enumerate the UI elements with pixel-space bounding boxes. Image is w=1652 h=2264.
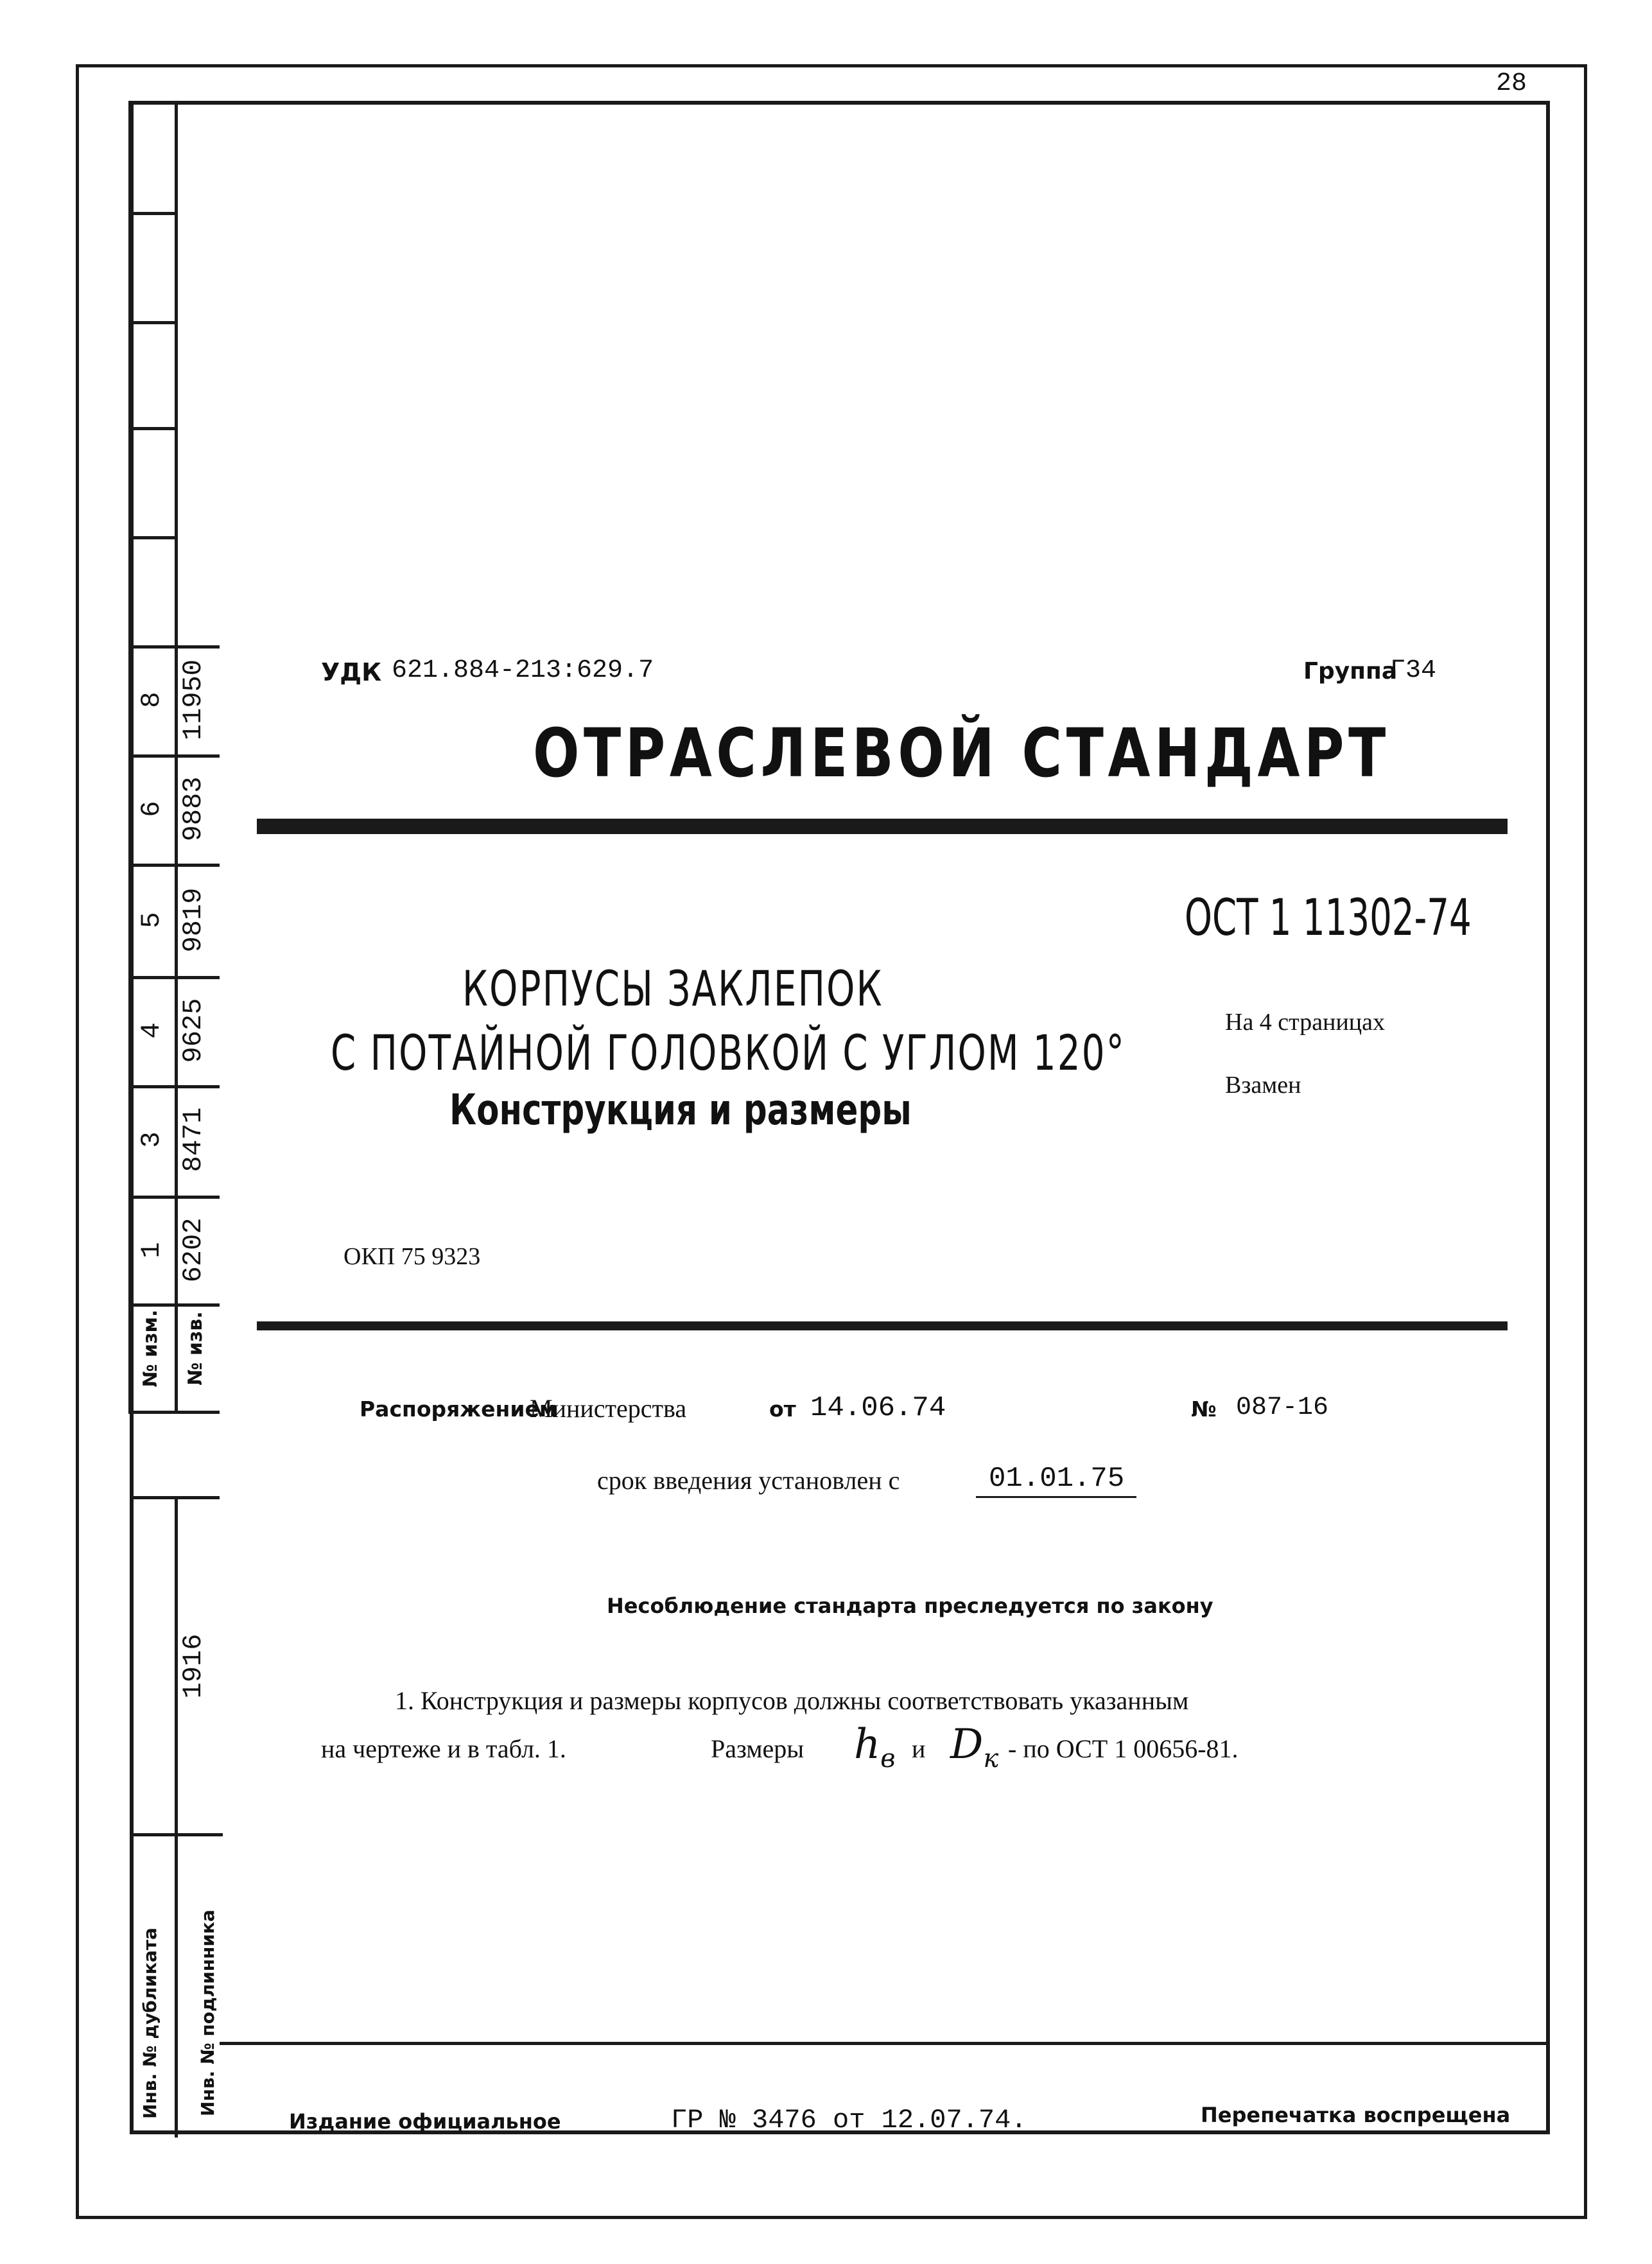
order-date: 14.06.74 [810,1392,946,1424]
body-line-2b: Размеры [711,1734,804,1763]
symbol-d-main: D [950,1721,984,1768]
change-number: 1 [136,1242,167,1258]
order-from-label: от [769,1397,796,1422]
inventory-mid-line [133,1833,223,1836]
symbol-h-main: h [854,1721,881,1768]
stamp-line [130,212,175,215]
change-doc: 6202 [178,1217,209,1283]
okp-code: ОКП 75 9323 [343,1243,481,1270]
change-number: 5 [136,912,167,928]
main-title: ОТРАСЛЕВОЙ СТАНДАРТ [533,714,1390,792]
group-value: Г34 [1390,656,1437,685]
header-rule [257,819,1508,834]
order-label-regular: Министерства [530,1394,687,1423]
subtitle: Конструкция и размеры [449,1085,912,1135]
intro-text: срок введения установлен с [597,1466,900,1495]
change-doc-label: № изв. [184,1311,207,1386]
stamp-line [130,321,175,324]
footer-rule [220,2042,1550,2045]
body-line-1: 1. Конструкция и размеры корпусов должны соответствовать указанным [395,1686,1189,1715]
gr-registration: ГР № 3476 от 12.07.74. [671,2105,1027,2136]
pages-count: На 4 страницах [1225,1009,1385,1036]
symbol-d-sub: к [983,1743,999,1773]
body-line-2-and: и [912,1734,926,1763]
change-doc: 11950 [178,659,209,741]
udk-value: 621.884-213:629.7 [392,656,654,685]
order-number: 087-16 [1236,1393,1329,1422]
reprint-notice: Перепечатка воспрещена [1201,2103,1511,2127]
title-line-2: С ПОТАЙНОЙ ГОЛОВКОЙ С УГЛОМ 120° [331,1024,1126,1081]
title-line-1: КОРПУСЫ ЗАКЛЕПОК [462,960,883,1017]
symbol-h-sub: в [880,1743,896,1773]
order-label-bold: Распоряжением [360,1397,557,1422]
original-inventory-label: Инв. № подлинника [197,1910,218,2116]
standard-code: ОСТ 1 11302-74 [1185,889,1472,947]
udk-label: УДК [321,658,382,686]
order-number-label: № [1191,1397,1217,1422]
intro-date: 01.01.75 [989,1463,1125,1495]
change-doc: 9883 [178,776,209,842]
change-doc: 8471 [178,1107,209,1172]
stamp-line [130,427,175,430]
change-number: 6 [136,801,167,817]
stamp-outer-bottom [130,1411,220,1414]
body-line-2a: на чертеже и в табл. 1. [321,1734,566,1763]
stamp-line [130,536,175,539]
change-number: 3 [136,1131,167,1148]
change-doc: 9819 [178,887,209,953]
change-number-label: № изм. [139,1309,162,1388]
change-doc: 9625 [178,998,209,1063]
group-label: Группа [1303,658,1398,684]
change-number: 8 [136,692,167,708]
body-line-2c: - по ОСТ 1 00656-81. [1008,1734,1239,1763]
change-number: 4 [136,1022,167,1039]
replaces: Взамен [1225,1072,1301,1099]
symbol-d [950,1721,998,1773]
inventory-value: 1916 [178,1633,209,1699]
inventory-col-divider [175,1499,178,2138]
page-number: 28 [1496,69,1527,98]
title-rule [257,1321,1508,1330]
edition-label: Издание официальное [289,2109,561,2134]
symbol-h [854,1721,896,1773]
intro-date-underline [976,1496,1136,1498]
legal-notice: Несоблюдение стандарта преследуется по закону [607,1594,1213,1618]
duplicate-inventory-label: Инв. № дубликата [139,1928,161,2119]
